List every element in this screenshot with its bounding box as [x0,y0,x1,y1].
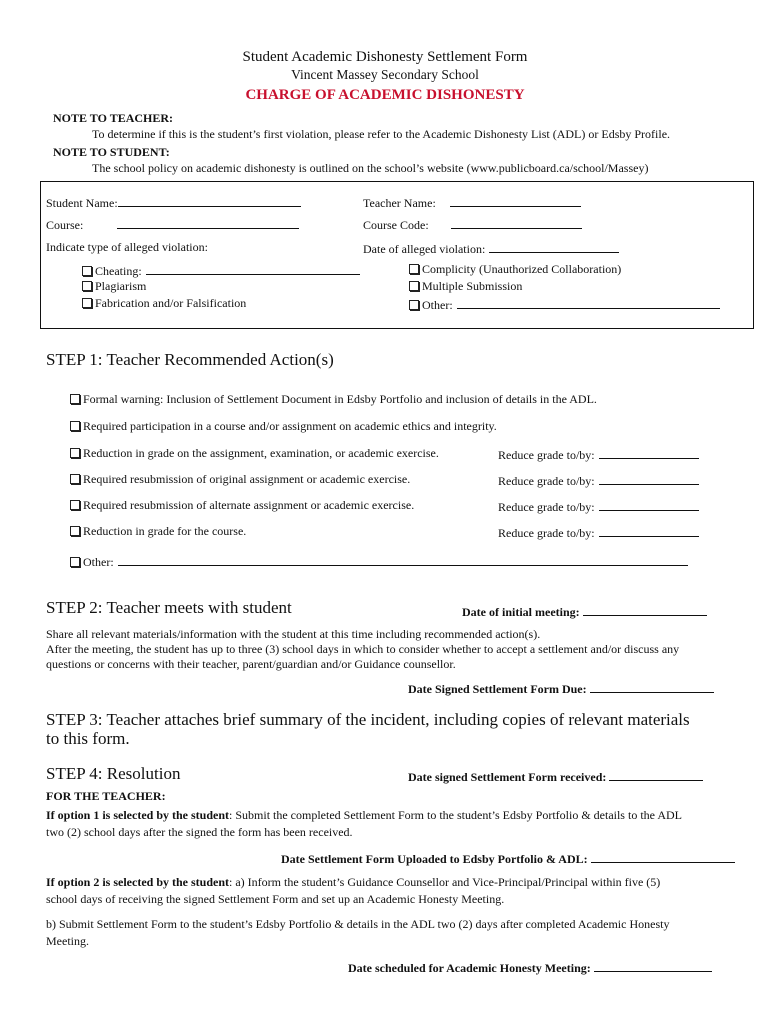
note-teacher-text: To determine if this is the student’s first violation, please refer to the Academic Dishonesty List (ADL) or Edsby Profile. [92,127,671,141]
meeting-scheduled-line[interactable] [594,959,712,972]
uploaded-label: Date Settlement Form Uploaded to Edsby Portfolio & ADL [281,852,584,866]
violation-date-line[interactable] [489,240,619,253]
checkbox-icon[interactable] [70,557,80,567]
action-reduce-course[interactable] [70,524,246,539]
checkbox-icon[interactable] [70,421,80,431]
form-due-label: Date Signed Settlement Form Due: [408,682,587,696]
note-student-text: The school policy on academic dishonesty is outlined on the school’s website (www.publicboard.ca/school/Massey) [92,161,649,175]
option2-text-cont: school days of receiving the signed Settlement Form and set up an Academic Honesty Meeting. [46,892,505,906]
option-multiple-label: Multiple Submission [422,279,523,293]
step2-paragraph-2: After the meeting, the student has up to three (3) school days in which to consider whether to accept a settlement and/or discuss any [46,642,680,656]
course-code-label: Course Code: [363,218,429,232]
course-line[interactable] [117,216,299,229]
teacher-name-label: Teacher Name: [363,196,436,210]
reduce-grade-field[interactable] [498,472,699,489]
option-other[interactable] [409,296,720,313]
action-label: Reduction in grade on the assignment, examination, or academic exercise. [83,446,439,460]
checkbox-icon[interactable] [82,266,92,276]
charge-heading: CHARGE OF ACADEMIC DISHONESTY [245,87,525,103]
initial-meeting-line[interactable] [583,603,707,616]
reduce-grade-line[interactable] [599,472,699,485]
option-plagiarism-label: Plagiarism [95,279,147,293]
option-multiple-submission[interactable] [409,279,522,294]
reduce-grade-field[interactable] [498,524,699,541]
option1-text-cont: two (2) school days after the signed the form has been received. [46,825,353,839]
checkbox-icon[interactable] [70,500,80,510]
action-resubmit-original[interactable] [70,472,410,487]
option-fabrication[interactable] [82,296,246,311]
reduce-grade-label: Reduce grade to/by: [498,500,595,514]
action-ethics-course[interactable] [70,419,497,434]
option2-bold: If option 2 is selected by the student [46,875,230,889]
action-label: Required resubmission of original assignment or academic exercise. [83,472,411,486]
checkbox-icon[interactable] [409,281,419,291]
reduce-grade-line[interactable] [599,498,699,511]
action-reduce-assignment[interactable] [70,446,439,461]
course-code-line[interactable] [451,216,582,229]
option-fabrication-label: Fabrication and/or Falsification [95,296,247,310]
reduce-grade-field[interactable] [498,446,699,463]
option-cheating[interactable] [82,262,360,279]
reduce-grade-label: Reduce grade to/by: [498,448,595,462]
checkbox-icon[interactable] [70,394,80,404]
action-label: Required resubmission of alternate assignment or academic exercise. [83,498,415,512]
student-name-field[interactable] [46,194,301,211]
option2b-text: b) Submit Settlement Form to the student’s Edsby Portfolio & details in the ADL two (2) days after completed Academic Honesty [46,917,670,931]
meeting-scheduled-field[interactable]: Date scheduled for Academic Honesty Meeting: [348,959,712,976]
reduce-grade-label: Reduce grade to/by: [498,474,595,488]
reduce-grade-label: Reduce grade to/by: [498,526,595,540]
checkbox-icon[interactable] [82,298,92,308]
checkbox-icon[interactable] [70,526,80,536]
option-cheating-label: Cheating: [95,264,142,278]
violation-date-field[interactable] [363,240,619,257]
step1-heading: STEP 1: Teacher Recommended Action(s) [46,350,334,369]
checkbox-icon[interactable] [409,264,419,274]
other-violation-line[interactable] [457,296,720,309]
option1-bold: If option 1 is selected by the student [46,808,230,822]
form-received-label: Date signed Settlement Form received: [408,770,607,784]
course-code-field[interactable] [363,216,582,233]
uploaded-line[interactable] [591,850,735,863]
meeting-scheduled-label: Date scheduled for Academic Honesty Meeting [348,961,587,975]
step3-heading-cont: to this form. [46,729,130,748]
action-other-label: Other: [83,555,114,569]
action-resubmit-alternate[interactable] [70,498,414,513]
violation-type-label: Indicate type of alleged violation: [46,240,208,254]
step2-paragraph-2-cont: questions or concerns with their teacher, parent/guardian and/or Guidance counsellor. [46,657,456,671]
course-label: Course: [46,218,84,232]
initial-meeting-label: Date of initial meeting [462,605,576,619]
action-label: Required participation in a course and/or assignment on academic ethics and integrity. [83,419,497,433]
step4-heading: STEP 4: Resolution [46,764,181,783]
option-complicity-label: Complicity (Unauthorized Collaboration) [422,262,622,276]
course-field[interactable] [46,216,299,233]
action-label: Reduction in grade for the course. [83,524,247,538]
cheating-line[interactable] [146,262,360,275]
violation-date-label: Date of alleged violation: [363,242,486,256]
form-title: Student Academic Dishonesty Settlement Form [242,49,528,65]
option2-text [46,875,660,890]
step3-heading: STEP 3: Teacher attaches brief summary of the incident, including copies of relevant materials [46,710,690,729]
action-label: Formal warning: Inclusion of Settlement Document in Edsby Portfolio and inclusion of details in the ADL. [83,392,597,406]
checkbox-icon[interactable] [82,281,92,291]
school-name: Vincent Massey Secondary School [291,67,479,82]
reduce-grade-line[interactable] [599,446,699,459]
student-name-line[interactable] [118,194,301,207]
action-other-line[interactable] [118,553,688,566]
note-student-label: NOTE TO STUDENT: [53,145,170,159]
for-teacher-label: FOR THE TEACHER: [46,789,166,803]
action-formal-warning[interactable] [70,392,597,407]
teacher-name-line[interactable] [450,194,581,207]
option-plagiarism[interactable] [82,279,146,294]
form-received-field[interactable] [408,768,703,785]
initial-meeting-field[interactable]: Date of initial meeting: [462,603,707,620]
form-due-line[interactable] [590,680,714,693]
option1-rest: : Submit the completed Settlement Form to the student’s Edsby Portfolio & details to the ADL [229,808,682,822]
action-other[interactable] [70,553,688,570]
student-name-label: Student Name: [46,196,118,210]
checkbox-icon[interactable] [70,448,80,458]
form-received-line[interactable] [609,768,703,781]
note-teacher-label: NOTE TO TEACHER: [53,111,174,125]
teacher-name-field[interactable] [363,194,581,211]
reduce-grade-line[interactable] [599,524,699,537]
option-complicity[interactable] [409,262,621,277]
option-other-label: Other: [422,298,453,312]
step2-heading: STEP 2: Teacher meets with student [46,598,292,617]
option2b-text-cont: Meeting. [46,934,89,948]
step2-paragraph-1: Share all relevant materials/information with the student at this time including recommended action(s). [46,627,541,641]
checkbox-icon[interactable] [409,300,419,310]
option1-text [46,808,682,823]
form-due-field[interactable] [408,680,714,697]
uploaded-field[interactable]: Date Settlement Form Uploaded to Edsby Portfolio & ADL: [281,850,735,867]
option2-rest: : a) Inform the student’s Guidance Counsellor and Vice-Principal/Principal within five (5) [229,875,661,889]
checkbox-icon[interactable] [70,474,80,484]
reduce-grade-field[interactable] [498,498,699,515]
